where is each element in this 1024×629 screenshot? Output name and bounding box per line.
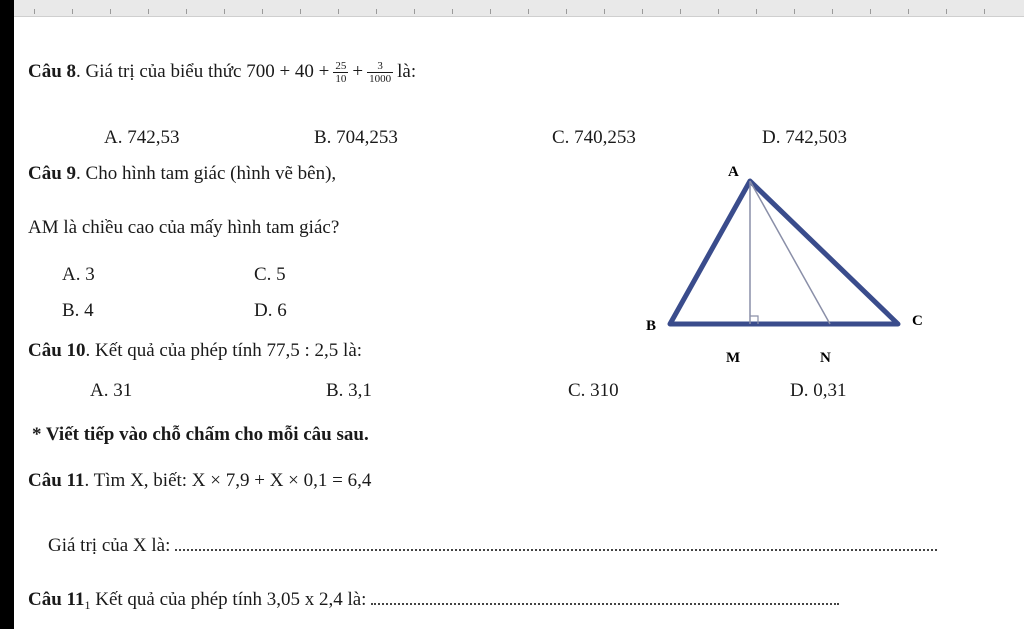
q8-option-a: A. 742,53 xyxy=(104,127,180,148)
answer-dotted-line[interactable] xyxy=(371,587,839,605)
question-8-suffix: là: xyxy=(397,60,417,82)
ruler-tick xyxy=(984,9,985,14)
q10-option-b: B. 3,1 xyxy=(326,380,372,401)
question-8 xyxy=(28,60,416,85)
question-10-title: Câu 10 xyxy=(28,340,86,361)
question-10 xyxy=(28,340,362,362)
ruler-tick xyxy=(414,9,415,14)
answer-label: Giá trị của X là: xyxy=(48,535,171,556)
label-b: B xyxy=(646,318,657,334)
ruler-tick xyxy=(490,9,491,14)
label-m: M xyxy=(726,350,741,366)
answer-dotted-line[interactable] xyxy=(175,533,937,551)
ruler-tick xyxy=(832,9,833,14)
fraction-numerator: 25 xyxy=(335,60,347,72)
ruler-tick xyxy=(566,9,567,14)
ruler-tick xyxy=(946,9,947,14)
triangle-figure xyxy=(640,160,940,375)
triangle-abc xyxy=(670,181,898,324)
q9-option-a: A. 3 xyxy=(62,264,95,285)
window-left-edge xyxy=(0,0,14,629)
q9-option-d: D. 6 xyxy=(254,300,287,321)
segment-an xyxy=(750,181,830,324)
question-10-text: . Kết quả của phép tính 77,5 : 2,5 là: xyxy=(85,340,363,361)
ruler-tick xyxy=(908,9,909,14)
q10-option-c: C. 310 xyxy=(568,380,619,401)
label-n: N xyxy=(820,350,831,366)
question-9-title: Câu 9 xyxy=(28,163,77,184)
ruler-tick xyxy=(642,9,643,14)
ruler xyxy=(14,0,1024,17)
question-11-answer xyxy=(48,533,937,557)
question-8-title: Câu 8 xyxy=(28,60,77,82)
question-12-text: Kết quả của phép tính 3,05 x 2,4 là: xyxy=(95,589,367,610)
ruler-tick xyxy=(72,9,73,14)
fraction-3-1000 xyxy=(367,60,393,85)
ruler-tick xyxy=(262,9,263,14)
q10-option-a: A. 31 xyxy=(90,380,133,401)
ruler-tick xyxy=(528,9,529,14)
q8-option-d: D. 742,503 xyxy=(762,127,847,148)
fraction-numerator: 3 xyxy=(367,60,393,73)
ruler-tick xyxy=(452,9,453,14)
question-9-line2: AM là chiều cao của mấy hình tam giác? xyxy=(28,217,340,238)
question-11-text: . Tìm X, biết: X × 7,9 + X × 0,1 = 6,4 xyxy=(84,470,372,491)
question-9 xyxy=(28,163,336,185)
section-heading: * Viết tiếp vào chỗ chấm cho mỗi câu sau. xyxy=(32,424,369,445)
ruler-tick xyxy=(34,9,35,14)
ruler-tick xyxy=(680,9,681,14)
question-8-text: . Giá trị của biểu thức 700 + 40 + xyxy=(76,60,330,82)
ruler-tick xyxy=(224,9,225,14)
question-12-mark: 1 xyxy=(84,598,91,612)
ruler-tick xyxy=(338,9,339,14)
fraction-denominator: 10 xyxy=(335,73,347,85)
question-9-text: . Cho hình tam giác (hình vẽ bên), xyxy=(76,163,337,184)
ruler-tick xyxy=(148,9,149,14)
fraction-25-10 xyxy=(333,60,348,85)
question-11-title: Câu 11 xyxy=(28,470,85,491)
ruler-tick xyxy=(604,9,605,14)
ruler-tick xyxy=(718,9,719,14)
ruler-tick xyxy=(300,9,301,14)
fraction-denominator: 1000 xyxy=(369,73,392,85)
ruler-tick xyxy=(110,9,111,14)
ruler-tick xyxy=(186,9,187,14)
question-12-title: Câu 11 xyxy=(28,589,85,610)
q8-option-b: B. 704,253 xyxy=(314,127,398,148)
q8-option-c: C. 740,253 xyxy=(552,127,636,148)
q9-option-b: B. 4 xyxy=(62,300,94,321)
plus-sign: + xyxy=(352,60,364,82)
label-c: C xyxy=(912,313,923,329)
q10-option-d: D. 0,31 xyxy=(790,380,847,401)
question-11 xyxy=(28,470,371,492)
q9-option-c: C. 5 xyxy=(254,264,286,285)
ruler-tick xyxy=(756,9,757,14)
question-12 xyxy=(28,587,839,616)
ruler-tick xyxy=(870,9,871,14)
label-a: A xyxy=(728,164,739,180)
ruler-tick xyxy=(794,9,795,14)
ruler-tick xyxy=(376,9,377,14)
